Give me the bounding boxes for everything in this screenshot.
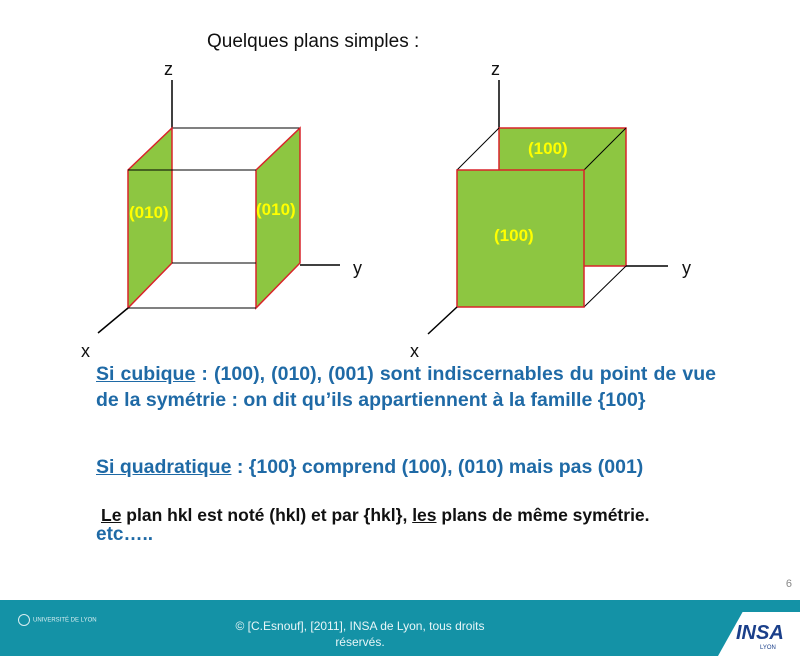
left-logo-text: UNIVERSITÉ DE LYON [33,617,97,624]
right-x-axis [428,307,457,334]
left-z-label: z [164,59,173,79]
right-plane-label-2: (100) [494,226,534,245]
cubic-paragraph [96,361,716,413]
right-x-label: x [410,341,419,360]
quadratic-paragraph [96,454,716,480]
left-plane-label-1: (010) [129,203,169,222]
copyright-text [200,618,520,650]
insa-logo-sub: LYON [760,645,776,651]
insa-logo-text: INSA [736,622,784,644]
copyright-line-2: réservés. [335,635,385,649]
note-mid: plan hkl est noté (hkl) et par {hkl}, [121,505,413,525]
universite-lyon-logo [18,614,97,626]
left-x-label: x [81,341,90,360]
note-word-le: Le [101,505,122,525]
cubic-body: : (100), (010), (001) sont indiscernables du point de vue de la symétrie : on dit qu’ils appartiennent à la famille {100} [96,363,716,411]
copyright-line-1: © [C.Esnouf], [2011], INSA de Lyon, tous droits [235,619,485,633]
right-plane-label-1: (100) [528,139,568,158]
right-y-label: y [682,258,691,278]
slide-title: Quelques plans simples : [207,31,420,52]
left-x-axis [98,308,128,333]
left-cube [81,59,362,360]
left-plane-label-2: (010) [256,200,296,219]
cubic-lead: Si cubique [96,363,196,385]
note-word-les: les [412,505,437,525]
note-end: plans de même symétrie. [436,505,650,525]
right-cube [410,59,691,360]
quadratic-body: : {100} comprend (100), (010) mais pas (001) [231,456,644,478]
footer-bar [0,600,800,656]
insa-logo [718,612,800,656]
left-y-label: y [353,258,362,278]
page-number: 6 [785,578,792,590]
etc-text: etc….. [96,524,154,545]
logo-ring-icon [18,614,30,626]
notation-note [101,504,699,526]
right-z-label: z [491,59,500,79]
quadratic-lead: Si quadratique [96,456,232,478]
